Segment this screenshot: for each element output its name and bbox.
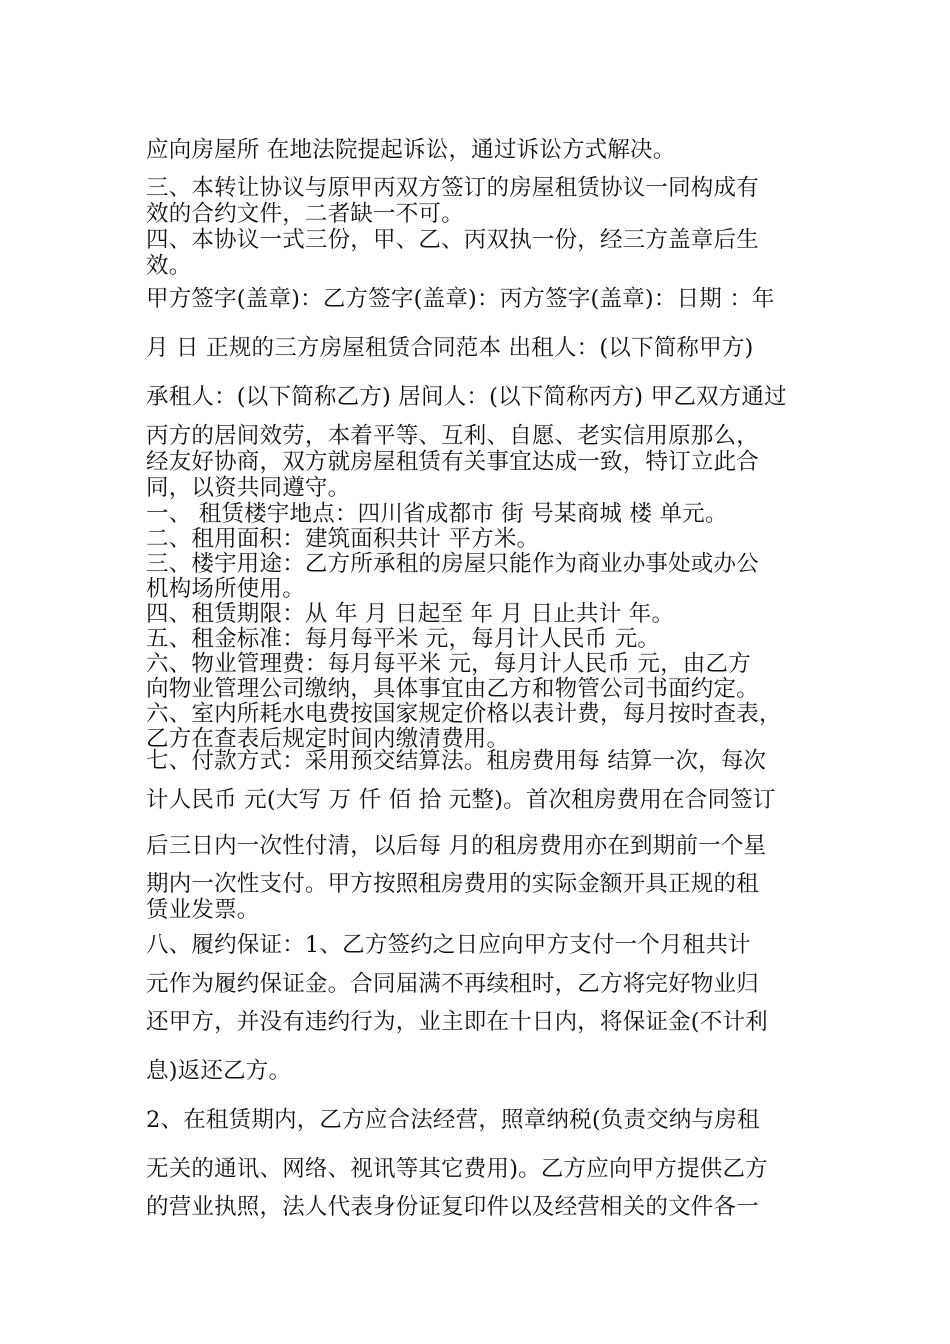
- text-line: 效。: [146, 253, 192, 279]
- text-line: 三、楼宇用途：乙方所承租的房屋只能作为商业办事处或办公: [146, 551, 759, 577]
- text-line: 八、履约保证：1、乙方签约之日应向甲方支付一个月租共计: [146, 932, 751, 958]
- text-line: 承租人：(以下简称乙方) 居间人：(以下简称丙方) 甲乙双方通过: [146, 384, 787, 410]
- text-line: 后三日内一次性付清，以后每 月的租房费用亦在到期前一个星: [146, 833, 767, 859]
- text-line: 四、本协议一式三份，甲、乙、丙双执一份，经三方盖章后生: [146, 227, 759, 253]
- text-line: 效的合约文件，二者缺一不可。: [146, 201, 464, 227]
- text-line: 赁业发票。: [146, 897, 260, 923]
- text-line: 丙方的居间效劳，本着平等、互利、自愿、老实信用原那么，: [146, 423, 759, 449]
- text-line: 五、租金标准：每月每平米 元，每月计人民币 元。: [146, 626, 661, 652]
- text-line: 期内一次性支付。甲方按照租房费用的实际金额开具正规的租: [146, 871, 759, 897]
- text-line: 月 日 正规的三方房屋租赁合同范本 出租人：(以下简称甲方): [146, 335, 754, 361]
- text-line: 计人民币 元(大写 万 仟 佰 拾 元整)。首次租房费用在合同签订: [146, 787, 776, 813]
- text-line: 六、物业管理费：每月每平米 元，每月计人民币 元，由乙方: [146, 651, 751, 677]
- text-line: 2、在租赁期内，乙方应合法经营，照章纳税(负责交纳与房租: [146, 1107, 760, 1133]
- text-line: 无关的通讯、网络、视讯等其它费用)。乙方应向甲方提供乙方: [146, 1156, 768, 1182]
- text-line: 息)返还乙方。: [146, 1058, 292, 1084]
- text-line: 一、 租赁楼宇地点：四川省成都市 街 号某商城 楼 单元。: [146, 501, 728, 527]
- text-line: 二、租用面积：建筑面积共计 平方米。: [146, 526, 540, 552]
- text-line: 三、本转让协议与原甲丙双方签订的房屋租赁协议一同构成有: [146, 175, 759, 201]
- text-line: 应向房屋所 在地法院提起诉讼，通过诉讼方式解决。: [146, 137, 676, 163]
- text-line: 经友好协商，双方就房屋租赁有关事宜达成一致，特订立此合: [146, 449, 759, 475]
- text-line: 乙方在查表后规定时间内缴清费用。: [146, 726, 510, 752]
- text-line: 元作为履约保证金。合同届满不再续租时，乙方将完好物业归: [146, 971, 759, 997]
- text-line: 的营业执照，法人代表身份证复印件以及经营相关的文件各一: [146, 1194, 759, 1220]
- text-line: 还甲方，并没有违约行为，业主即在十日内，将保证金(不计利: [146, 1009, 768, 1035]
- text-line: 六、室内所耗水电费按国家规定价格以表计费，每月按时查表，: [146, 701, 782, 727]
- text-line: 机构场所使用。: [146, 576, 305, 602]
- text-line: 七、付款方式：采用预交结算法。租房费用每 结算一次，每次: [146, 748, 767, 774]
- text-line: 四、租赁期限：从 年 月 日起至 年 月 日止共计 年。: [146, 601, 675, 627]
- text-line: 同，以资共同遵守。: [146, 475, 351, 501]
- text-line: 向物业管理公司缴纳，具体事宜由乙方和物管公司书面约定。: [146, 676, 759, 702]
- text-line: 甲方签字(盖章)：乙方签字(盖章)：丙方签字(盖章)：日期 ：年: [146, 286, 775, 312]
